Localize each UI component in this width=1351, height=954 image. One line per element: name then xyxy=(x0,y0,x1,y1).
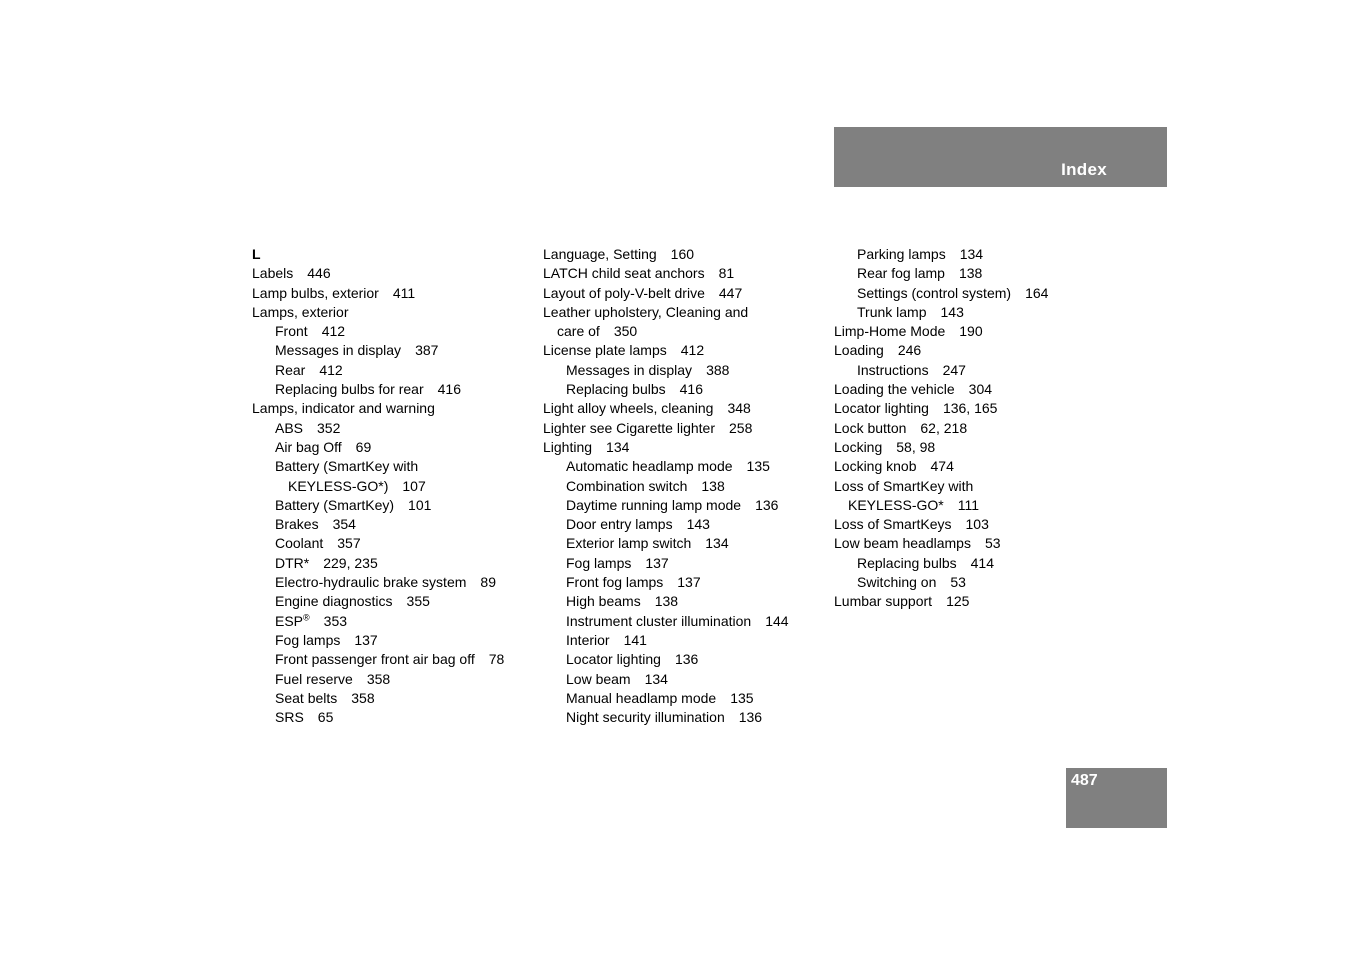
index-page-ref[interactable]: 352 xyxy=(317,419,341,436)
index-entry xyxy=(252,573,532,592)
index-entry xyxy=(834,573,1134,592)
index-page-ref[interactable]: 53 xyxy=(950,574,966,591)
index-entry xyxy=(834,264,1134,283)
index-entry xyxy=(834,592,1134,611)
index-term: Fog lamps xyxy=(275,631,341,648)
index-letter-heading xyxy=(252,245,532,264)
index-term: Low beam xyxy=(566,670,631,687)
index-column-2 xyxy=(543,245,828,727)
index-entry xyxy=(834,284,1134,303)
index-term: Door entry lamps xyxy=(566,516,673,533)
index-term: Language, Setting xyxy=(543,246,657,262)
index-entry xyxy=(543,264,828,283)
index-page-ref[interactable]: 62, 218 xyxy=(920,419,968,436)
index-term: Low beam headlamps xyxy=(834,535,971,552)
index-term: Locator lighting xyxy=(566,651,661,668)
index-header-title: Index xyxy=(1061,160,1107,179)
index-entry xyxy=(543,612,828,631)
index-term: Lock button xyxy=(834,419,907,436)
index-term: Engine diagnostics xyxy=(275,593,393,610)
index-entry xyxy=(252,477,532,496)
index-entry xyxy=(252,592,532,611)
index-entry xyxy=(543,631,828,650)
index-entry xyxy=(252,322,532,341)
index-term: Switching on xyxy=(857,574,937,591)
index-page-ref[interactable]: 350 xyxy=(613,323,638,340)
index-entry xyxy=(252,361,532,380)
index-term: Loss of SmartKeys xyxy=(834,516,952,533)
index-entry xyxy=(834,380,1134,399)
index-term: Fog lamps xyxy=(566,554,632,571)
index-page-ref[interactable]: 138 xyxy=(701,477,725,494)
index-term: Interior xyxy=(566,631,610,648)
index-term: L xyxy=(252,246,261,262)
index-page-ref[interactable]: 357 xyxy=(337,535,361,552)
index-page-ref[interactable]: 136 xyxy=(738,709,763,726)
index-term: Night security illumination xyxy=(566,709,725,726)
index-page-ref[interactable]: 164 xyxy=(1025,284,1049,301)
index-entry xyxy=(543,670,828,689)
index-term: License plate lamps xyxy=(543,342,667,359)
index-term: Replacing bulbs for rear xyxy=(275,381,424,398)
index-entry xyxy=(543,496,828,515)
index-entry xyxy=(252,534,532,553)
index-page-ref[interactable]: 358 xyxy=(351,689,375,706)
index-page-ref[interactable]: 247 xyxy=(942,361,966,378)
index-page-ref[interactable]: 137 xyxy=(645,554,669,571)
index-term: Exterior lamp switch xyxy=(566,535,692,552)
index-page-ref[interactable]: 229, 235 xyxy=(323,554,378,571)
index-entry xyxy=(543,650,828,669)
index-page-ref[interactable]: 355 xyxy=(406,593,430,610)
index-term: Parking lamps xyxy=(857,246,946,262)
index-entry xyxy=(543,592,828,611)
index-term: Leather upholstery, Cleaning and xyxy=(543,303,749,320)
index-term: Rear fog lamp xyxy=(857,265,945,282)
index-entry xyxy=(834,341,1134,360)
index-entry xyxy=(252,708,532,727)
index-entry xyxy=(252,264,532,283)
index-page-ref[interactable]: 103 xyxy=(965,516,989,533)
index-entry xyxy=(252,650,532,669)
index-entry xyxy=(252,457,532,476)
index-entry xyxy=(543,477,828,496)
index-entry xyxy=(834,303,1134,322)
index-column-3 xyxy=(834,245,1134,612)
index-entry xyxy=(252,303,532,322)
index-page-ref[interactable]: 81 xyxy=(718,265,735,282)
index-term: Brakes xyxy=(275,516,319,533)
index-entry xyxy=(252,554,532,573)
index-page-ref[interactable]: 136 xyxy=(674,651,699,668)
index-page-ref[interactable]: 143 xyxy=(940,303,964,320)
index-page-ref[interactable]: 144 xyxy=(765,612,789,629)
index-page-ref[interactable]: 141 xyxy=(623,631,647,648)
index-entry xyxy=(543,361,828,380)
index-page-ref[interactable]: 246 xyxy=(897,342,922,359)
index-entry xyxy=(834,496,1134,515)
index-page-ref[interactable]: 474 xyxy=(930,458,954,475)
index-page-ref[interactable]: 78 xyxy=(488,651,505,668)
index-page-ref[interactable]: 358 xyxy=(366,670,391,687)
index-term: Daytime running lamp mode xyxy=(566,496,742,513)
index-page-ref[interactable]: 412 xyxy=(680,342,705,359)
index-page-ref[interactable]: 447 xyxy=(718,284,743,301)
index-term: Locking xyxy=(834,438,883,455)
index-entry xyxy=(252,399,532,418)
index-page-ref[interactable]: 89 xyxy=(480,574,496,591)
index-page-ref[interactable]: 388 xyxy=(706,361,730,378)
index-entry xyxy=(543,515,828,534)
index-entry xyxy=(252,515,532,534)
index-header-bar xyxy=(834,127,1167,187)
index-page-ref[interactable]: 348 xyxy=(727,400,751,417)
index-entry xyxy=(834,515,1134,534)
index-term: High beams xyxy=(566,593,641,610)
index-term: Automatic headlamp mode xyxy=(566,458,733,475)
index-entry xyxy=(834,419,1134,438)
index-page-ref[interactable]: 135 xyxy=(746,458,770,475)
index-entry xyxy=(543,457,828,476)
page-number: 487 xyxy=(1071,772,1098,789)
index-entry xyxy=(543,380,828,399)
index-page-ref[interactable]: 134 xyxy=(644,670,668,687)
index-term: care of xyxy=(557,323,600,340)
index-page-ref[interactable]: 134 xyxy=(705,535,729,552)
index-term: Lighter see Cigarette lighter xyxy=(543,419,715,436)
index-term: Loading the vehicle xyxy=(834,381,955,398)
index-page-ref[interactable]: 411 xyxy=(392,284,416,301)
index-entry xyxy=(543,573,828,592)
index-page-ref[interactable]: 446 xyxy=(307,265,331,282)
index-entry xyxy=(252,631,532,650)
index-term: ABS xyxy=(275,419,304,436)
index-page-ref[interactable]: 304 xyxy=(968,381,993,398)
index-page-ref[interactable]: 111 xyxy=(957,496,979,513)
index-term: Lamp bulbs, exterior xyxy=(252,284,379,301)
index-entry xyxy=(543,322,828,341)
index-page-ref[interactable]: 136, 165 xyxy=(942,400,998,417)
index-entry xyxy=(834,361,1134,380)
index-entry xyxy=(252,438,532,457)
index-term: Replacing bulbs xyxy=(566,381,666,398)
index-term: Loading xyxy=(834,342,884,359)
index-entry xyxy=(252,341,532,360)
index-entry xyxy=(834,457,1134,476)
index-term: Seat belts xyxy=(275,689,338,706)
index-page-ref[interactable]: 160 xyxy=(670,246,695,262)
index-term: Front xyxy=(275,323,308,340)
index-term: Replacing bulbs xyxy=(857,554,957,571)
index-entry xyxy=(834,438,1134,457)
index-page-ref[interactable]: 101 xyxy=(408,496,432,513)
index-entry xyxy=(834,399,1134,418)
index-entry xyxy=(543,245,828,264)
index-term: Light alloy wheels, cleaning xyxy=(543,400,714,417)
index-page-ref[interactable]: 412 xyxy=(319,361,343,378)
index-term: KEYLESS-GO*) xyxy=(288,477,389,494)
index-term: Trunk lamp xyxy=(857,303,927,320)
index-term: Front passenger front air bag off xyxy=(275,651,475,668)
index-page-ref[interactable]: 138 xyxy=(654,593,679,610)
index-entry xyxy=(834,322,1134,341)
index-page-ref[interactable]: 416 xyxy=(679,381,703,398)
index-term: Rear xyxy=(275,361,306,378)
index-entry xyxy=(834,534,1134,553)
index-term: Messages in display xyxy=(275,342,402,359)
index-term: SRS xyxy=(275,709,304,726)
index-entry xyxy=(834,554,1134,573)
index-page-ref[interactable]: 137 xyxy=(354,631,378,648)
index-column-1 xyxy=(252,245,532,727)
index-page-ref[interactable]: 354 xyxy=(332,516,356,533)
index-term: Electro-hydraulic brake system xyxy=(275,574,467,591)
index-entry xyxy=(252,284,532,303)
index-page-ref[interactable]: 416 xyxy=(437,381,461,398)
index-page-ref[interactable]: 125 xyxy=(946,593,970,610)
index-entry xyxy=(543,341,828,360)
index-term: KEYLESS-GO* xyxy=(848,496,944,513)
index-term: Instrument cluster illumination xyxy=(566,612,752,629)
index-term: Settings (control system) xyxy=(857,284,1012,301)
index-entry xyxy=(543,554,828,573)
index-term: Battery (SmartKey with xyxy=(275,458,419,475)
index-page-ref[interactable]: 135 xyxy=(730,689,754,706)
index-term: Lumbar support xyxy=(834,593,933,610)
index-page-ref[interactable]: 134 xyxy=(606,438,630,455)
index-term: Limp-Home Mode xyxy=(834,323,946,340)
index-term: Manual headlamp mode xyxy=(566,689,717,706)
index-page-ref[interactable]: 107 xyxy=(402,477,426,494)
index-term: Labels xyxy=(252,265,294,282)
page-number-box xyxy=(1066,768,1167,828)
index-page-ref[interactable]: 69 xyxy=(355,438,372,455)
index-term: LATCH child seat anchors xyxy=(543,265,705,282)
index-page-ref[interactable]: 387 xyxy=(415,342,439,359)
index-page-ref[interactable]: 65 xyxy=(317,709,334,726)
index-page-ref[interactable]: 136 xyxy=(755,496,779,513)
index-entry xyxy=(252,419,532,438)
index-term: ESP xyxy=(275,612,304,629)
index-page-ref[interactable]: 137 xyxy=(677,574,701,591)
index-entry xyxy=(834,245,1134,264)
index-term: Loss of SmartKey with xyxy=(834,477,974,494)
index-term: Fuel reserve xyxy=(275,670,353,687)
index-entry xyxy=(252,670,532,689)
index-entry xyxy=(252,380,532,399)
index-term: Battery (SmartKey) xyxy=(275,496,395,513)
index-term: Air bag Off xyxy=(275,438,342,455)
index-term: Lighting xyxy=(543,438,593,455)
index-page-ref[interactable]: 138 xyxy=(958,265,983,282)
index-term: Lamps, indicator and warning xyxy=(252,400,435,417)
index-entry xyxy=(543,534,828,553)
index-page-ref[interactable]: 134 xyxy=(959,246,984,262)
index-term: Lamps, exterior xyxy=(252,303,349,320)
index-page-ref[interactable]: 414 xyxy=(970,554,994,571)
index-term: Coolant xyxy=(275,535,324,552)
index-term: Instructions xyxy=(857,361,929,378)
index-term: Front fog lamps xyxy=(566,574,664,591)
index-term: Combination switch xyxy=(566,477,688,494)
index-entry xyxy=(543,689,828,708)
index-entry xyxy=(252,689,532,708)
registered-mark: ® xyxy=(303,611,310,622)
index-page-ref[interactable]: 190 xyxy=(959,323,983,340)
index-page-ref[interactable]: 353 xyxy=(323,612,348,629)
index-entry xyxy=(543,303,828,322)
index-term: Messages in display xyxy=(566,361,693,378)
index-page-ref[interactable]: 143 xyxy=(686,516,710,533)
index-term: Layout of poly-V-belt drive xyxy=(543,284,705,301)
index-entry xyxy=(834,477,1134,496)
index-entry xyxy=(543,284,828,303)
index-entry xyxy=(543,438,828,457)
index-term: DTR* xyxy=(275,554,310,571)
index-entry xyxy=(252,496,532,515)
index-page-ref[interactable]: 412 xyxy=(321,323,346,340)
index-page-ref[interactable]: 58, 98 xyxy=(896,438,936,455)
index-term: Locking knob xyxy=(834,458,917,475)
index-entry xyxy=(252,612,532,631)
index-entry xyxy=(543,708,828,727)
index-page-ref[interactable]: 53 xyxy=(984,535,1001,552)
index-page-ref[interactable]: 258 xyxy=(729,419,753,436)
index-entry xyxy=(543,399,828,418)
index-entry xyxy=(543,419,828,438)
index-term: Locator lighting xyxy=(834,400,929,417)
